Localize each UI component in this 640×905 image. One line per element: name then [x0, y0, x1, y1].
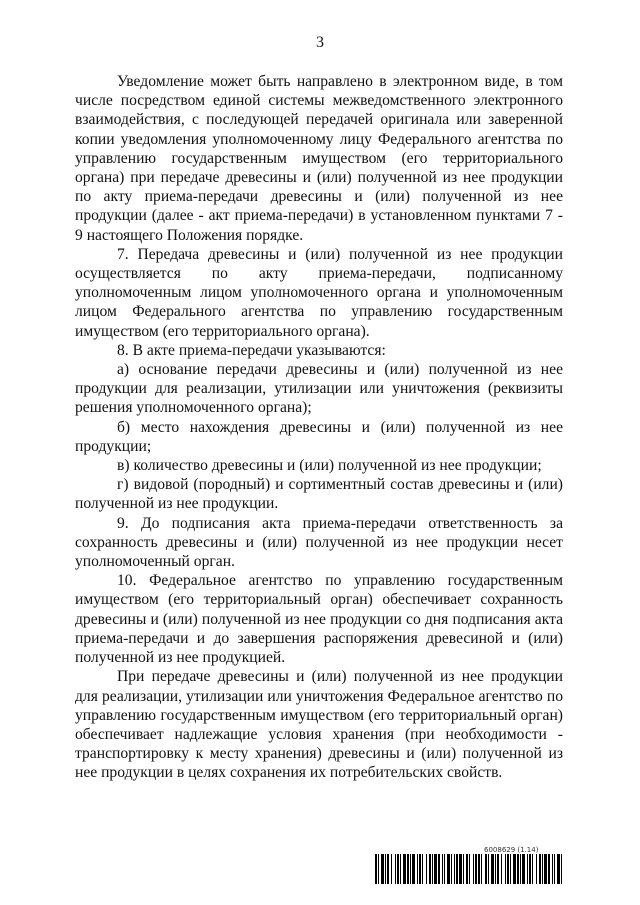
paragraph-item-8b: б) место нахождения древесины и (или) полученной из нее продукции;	[75, 418, 563, 455]
barcode-icon	[375, 854, 562, 884]
paragraph-item-10: 10. Федеральное агентство по управлению государственным имуществом (его территориальный орган) обеспечивает сохранность древесины и (или) полученной из нее продукции со дня подписания акта приема-передачи и до завершения распоряжения древесиной и (или) полученной из нее продукцией.	[75, 572, 563, 667]
document-code: 6008629 (1.14)	[484, 846, 539, 854]
document-body	[75, 72, 563, 783]
paragraph-item-9: 9. До подписания акта приема-передачи ответственность за сохранность древесины и (или) полученной из нее продукции несет уполномоченный орган.	[75, 514, 563, 571]
paragraph-storage-conditions: При передаче древесины и (или) полученной из нее продукции для реализации, утилизации или уничтожения Федеральное агентство по управлению государственным имуществом (его территориальный орган) обеспечивает надлежащие условия хранения (при необходимости - транспортировку к месту хранения) древесины и (или) полученной из нее продукции в целях сохранения их потребительских свойств.	[75, 668, 563, 782]
page-number: 3	[316, 34, 324, 51]
paragraph-item-8: 8. В акте приема-передачи указываются:	[117, 341, 386, 359]
paragraph-item-7: 7. Передача древесины и (или) полученной из нее продукции осуществляется по акту приема-передачи, подписанному уполномоченным лицом уполномоченного органа и уполномоченным лицом Федерального агентства по управлению государственным имуществом (его территориального органа).	[75, 245, 563, 340]
paragraph-item-8g: г) видовой (породный) и сортиментный состав древесины и (или) полученной из нее продукции.	[75, 476, 563, 513]
paragraph-notification: Уведомление может быть направлено в электронном виде, в том числе посредством единой системы межведомственного электронного взаимодействия, с последующей передачей оригинала или заверенной копии уведомления уполномоченному лицу Федерального агентства по управлению государственным имуществом (его территориального органа) при передаче древесины и (или) полученной из нее продукции по акту приема-передачи древесины и (или) полученной из нее продукции (далее - акт приема-передачи) в установленном пунктами 7 - 9 настоящего Положения порядке.	[75, 73, 563, 244]
paragraph-item-8v: в) количество древесины и (или) полученной из нее продукции;	[117, 457, 542, 475]
paragraph-item-8a: а) основание передачи древесины и (или) полученной из нее продукции для реализации, утилизации или уничтожения (реквизиты решения уполномоченного органа);	[75, 361, 563, 417]
